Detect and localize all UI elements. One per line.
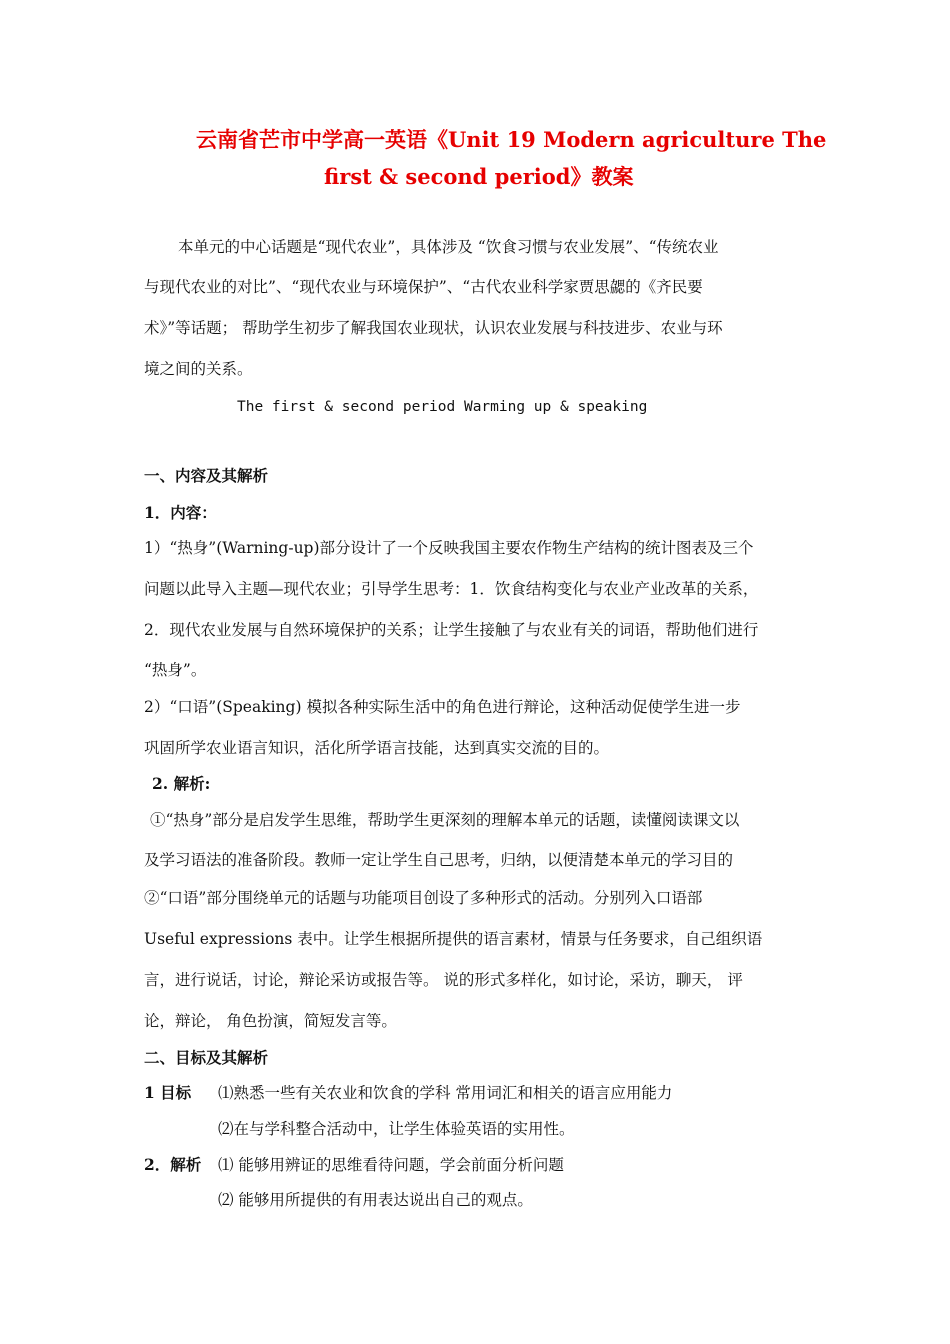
content-p1-line-2: 问题以此导入主题—现代农业；引导学生思考：1．饮食结构变化与农业产业改革的关系， [144, 580, 759, 598]
analysis-item-1: ⑴ 能够用辨证的思维看待问题，学会前面分析问题 [218, 1156, 564, 1174]
goal-item-1: ⑴熟悉一些有关农业和饮食的学科 常用词汇和相关的语言应用能力 [218, 1084, 673, 1102]
content-p1-line-1: 1）“热身”(Warning-up)部分设计了一个反映我国主要农作物生产结构的统计图表及三个 [144, 539, 754, 557]
goal-item-2: ⑵在与学科整合活动中，让学生体验英语的实用性。 [218, 1120, 575, 1138]
intro-line-4: 境之间的关系。 [144, 360, 253, 378]
intro-line-1: 本单元的中心话题是“现代农业”，具体涉及 “饮食习惯与农业发展”、“传统农业 [178, 238, 719, 256]
content-p2-line-1: 2）“口语”(Speaking) 模拟各种实际生活中的角色进行辩论，这种活动促使学生进一步 [144, 698, 741, 716]
section1-heading: 一、内容及其解析 [144, 466, 269, 485]
document-title-line-1: 云南省芒市中学高一英语《Unit 19 Modern agriculture The [196, 127, 827, 152]
analysis-a1-line-1: ①“热身”部分是启发学生思维，帮助学生更深刻的理解本单元的话题，读懂阅读课文以 [150, 811, 740, 829]
analysis-a2-line-1: ②“口语”部分围绕单元的话题与功能项目创设了多种形式的活动。分别列入口语部 [144, 889, 703, 907]
document-title-line-2: first & second period》教案 [324, 164, 634, 189]
section1-sub2: 2. 解析: [152, 774, 211, 793]
intro-line-2: 与现代农业的对比”、“现代农业与环境保护”、“古代农业科学家贾思勰的《齐民要 [144, 278, 703, 296]
intro-line-3: 术》”等话题； 帮助学生初步了解我国农业现状，认识农业发展与科技进步、农业与环 [144, 319, 723, 337]
analysis-a2-line-2: Useful expressions 表中。让学生根据所提供的语言素材，情景与任务要求，自己组织语 [144, 930, 763, 948]
content-p2-line-2: 巩固所学农业语言知识，活化所学语言技能，达到真实交流的目的。 [144, 739, 610, 757]
content-p1-line-3: 2．现代农业发展与自然环境保护的关系；让学生接触了与农业有关的词语，帮助他们进行 [144, 621, 759, 639]
period-heading: The first & second period Warming up & speaking [237, 399, 648, 415]
section2-heading: 二、目标及其解析 [144, 1048, 269, 1067]
analysis-a2-line-4: 论，辩论， 角色扮演，简短发言等。 [144, 1012, 397, 1030]
goal-label: 1 目标 [144, 1083, 192, 1102]
section1-sub1: 1．内容： [144, 503, 217, 522]
analysis-a2-line-3: 言，进行说话，讨论，辩论采访或报告等。 说的形式多样化，如讨论，采访，聊天， 评 [144, 971, 743, 989]
analysis-label: 2．解析 [144, 1155, 202, 1174]
analysis-item-2: ⑵ 能够用所提供的有用表达说出自己的观点。 [218, 1191, 533, 1209]
content-p1-line-4: “热身”。 [144, 661, 207, 679]
analysis-a1-line-2: 及学习语法的准备阶段。教师一定让学生自己思考，归纳，以便清楚本单元的学习目的 [144, 851, 734, 869]
